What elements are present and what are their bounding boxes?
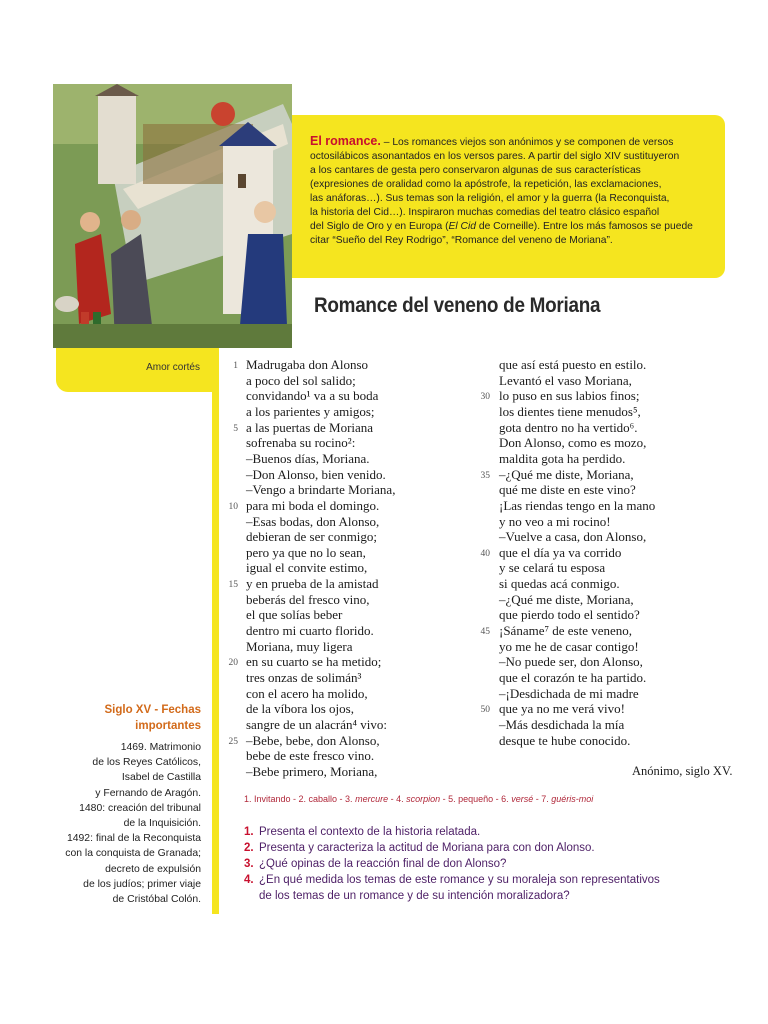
question-4 [244,873,660,889]
sidebar-line: 1469. Matrimonio [120,742,201,753]
infobox-line: (expresiones de oralidad como la apóstrofe, la repetición, las exclamaciones, [310,179,662,190]
poem-line: –Bebe, bebe, don Alonso, [246,732,380,748]
poem-line: que pierdo todo el sentido? [499,607,640,623]
poem-line: igual el convite estimo, [246,560,368,576]
poem-line: el que solías beber [246,607,343,623]
footnote-text: - 7. [533,794,552,804]
footnote-text: - 4. [388,794,407,804]
sidebar-title-line: Siglo XV - Fechas [104,704,201,716]
line-number: 15 [228,580,238,591]
sidebar-line: con la conquista de Granada; [65,848,201,860]
poem-line: maldita gota ha perdido. [499,450,626,466]
poem-line: –Bebe primero, Moriana, [246,763,378,779]
poem-line: ¡Sáname⁷ de este veneno, [499,623,633,639]
line-number: 1 [233,361,238,371]
poem-line: bebe de este fresco vino. [246,748,375,764]
question-4-continued [244,889,570,905]
infobox-line: octosilábicos asonantados en los versos pares. A partir del siglo XIV sustituyeron [310,151,680,162]
poem-line: –Buenos días, Moriana. [246,450,370,466]
poem-line: dentro mi cuarto florido. [246,623,374,639]
poem-line: en su cuarto se ha metido; [246,654,382,670]
poem-line: debieran de ser conmigo; [246,529,378,545]
footnotes [244,794,593,804]
illustration-courtly-love [53,84,292,348]
poem-line: para mi boda el domingo. [246,497,380,513]
poem-line: –Esas bodas, don Alonso, [246,513,380,529]
sidebar-line: de los Reyes Católicos, [92,757,201,769]
poem-line: si quedas acá conmigo. [499,576,620,592]
question-1 [244,825,480,841]
poem-line: qué me diste en este vino? [499,482,636,498]
footnote-term: scorpion [406,794,441,804]
poem-line: ¡Las riendas tengo en la mano [499,497,656,513]
question-number: 2. [244,842,254,854]
poem-line: gota dentro no ha vertido⁶. [499,419,638,435]
sidebar-line: decreto de expulsión [105,863,201,875]
line-number: 30 [480,392,490,403]
poem-line: que ya no me verá vivo! [499,701,625,717]
poem-line: –Vengo a brindarte Moriana, [246,482,396,498]
sidebar-line: 1492: final de la Reconquista [66,833,201,845]
poem-author: Anónimo, siglo XV. [632,764,733,778]
infobox-line: la historia del Cid…). Inspiraron muchas comedias del teatro clásico español [310,207,660,218]
sidebar-line: Isabel de Castilla [121,772,201,784]
poem-line: –¿Qué me diste, Moriana, [499,466,634,482]
poem-line: beberás del fresco vino, [246,591,370,607]
romance-keyword: El romance. [310,134,381,148]
poem-line: que el corazón te ha partido. [499,670,647,685]
infobox-line: de Corneille). Entre los más famosos se puede [475,221,693,232]
poem-line: –¡Desdichada de mi madre [499,685,639,701]
line-number: 25 [228,736,238,747]
footnote-term: guéris-moi [551,794,594,804]
figure-caption-band [56,348,212,392]
poem-line: que así está puesto en estilo. [499,357,647,372]
figure-caption: Amor cortés [146,362,200,373]
sidebar-line: de los judíos; primer viaje [83,878,201,890]
poem-line: a los parientes y amigos; [246,403,375,419]
line-number: 40 [480,548,490,559]
question-text: ¿Qué opinas de la reacción final de don Alonso? [259,858,507,870]
footnote-text: 1. Invitando - 2. caballo - 3. [244,794,356,804]
poem-line: a las puertas de Moriana [246,419,374,435]
question-text: ¿En qué medida los temas de este romance y su moraleja son representativos [259,874,660,886]
poem-line: sofrenaba su rocino²: [246,435,356,451]
question-2 [244,841,595,857]
question-3 [244,857,506,873]
sidebar-line: y Fernando de Aragón. [95,787,201,799]
footnote-text: - 5. pequeño - 6. [440,794,512,804]
poem-line: –¿Qué me diste, Moriana, [499,591,634,607]
poem-line: los dientes tiene menudos⁵, [499,403,641,419]
question-number: 3. [244,858,254,870]
poem-line: pero ya que no lo sean, [246,544,366,560]
poem-line: convidando¹ va a su boda [246,388,379,404]
line-number: 20 [228,658,238,669]
sidebar-line: de Cristóbal Colón. [112,894,201,906]
line-number: 45 [480,627,490,638]
poem-line: –Vuelve a casa, don Alonso, [499,529,647,545]
poem-line: y no veo a mi rocino! [499,513,611,529]
poem-line: y en prueba de la amistad [246,576,379,592]
poem-line: a poco del sol salido; [246,372,356,388]
sidebar-title-line: importantes [135,720,201,732]
poem-line: –Don Alonso, bien venido. [246,466,386,482]
question-text: de los temas de un romance y de su intención moralizadora? [259,890,570,902]
question-text: Presenta y caracteriza la actitud de Moriana para con don Alonso. [259,842,595,854]
infobox-line: del Siglo de Oro y en Europa ( [310,221,449,232]
poem-line: de la víbora los ojos, [246,701,354,717]
question-number: 1. [244,826,254,838]
line-number: 50 [480,705,490,716]
infobox-line: citar “Sueño del Rey Rodrigo”, “Romance del veneno de Moriana”. [310,235,613,246]
poem-line: con el acero ha molido, [246,685,368,701]
poem-line: yo me he de casar contigo! [499,638,639,654]
poem-line: –Más desdichada la mía [499,716,625,732]
poem-line: que el día ya va corrido [499,544,622,560]
poem-line: –No puede ser, don Alonso, [499,654,643,670]
poem-line: sangre de un alacrán⁴ vivo: [246,716,387,732]
question-text: Presenta el contexto de la historia relatada. [259,826,481,838]
poem-line: Levantó el vaso Moriana, [499,372,632,388]
line-number: 35 [480,470,490,481]
poem-line: desque te hube conocido. [499,732,631,748]
poem-line: lo puso en sus labios finos; [499,388,640,404]
romance-definition-text [310,134,710,248]
sidebar-dates [40,740,201,907]
poem-line: Moriana, muy ligera [246,638,353,654]
infobox-line: a los cantares de gesta pero conservaron algunas de sus características [310,165,641,176]
poem-line: tres onzas de solimán³ [246,670,362,685]
line-number: 10 [228,501,238,512]
poem-line: Don Alonso, como es mozo, [499,435,647,451]
infobox-line: las anáforas…). Sus temas son la religión, el amor y la guerra (la Reconquista, [310,193,670,204]
sidebar-title [95,702,201,734]
poem-title: Romance del veneno de Moriana [314,294,601,317]
footnote-term: versé [511,794,534,804]
line-number: 5 [233,423,238,434]
work-title: El Cid [448,221,476,232]
question-number: 4. [244,874,254,886]
poem-line: y se celará tu esposa [499,560,606,576]
poem-line: Madrugaba don Alonso [246,357,369,372]
infobox-line: – Los romances viejos son anónimos y se componen de versos [380,137,674,148]
footnote-term: mercure [355,794,389,804]
sidebar-line: 1480: creación del tribunal [79,802,201,814]
romance-definition-box [292,115,725,278]
sidebar-line: de la Inquisición. [123,818,201,830]
